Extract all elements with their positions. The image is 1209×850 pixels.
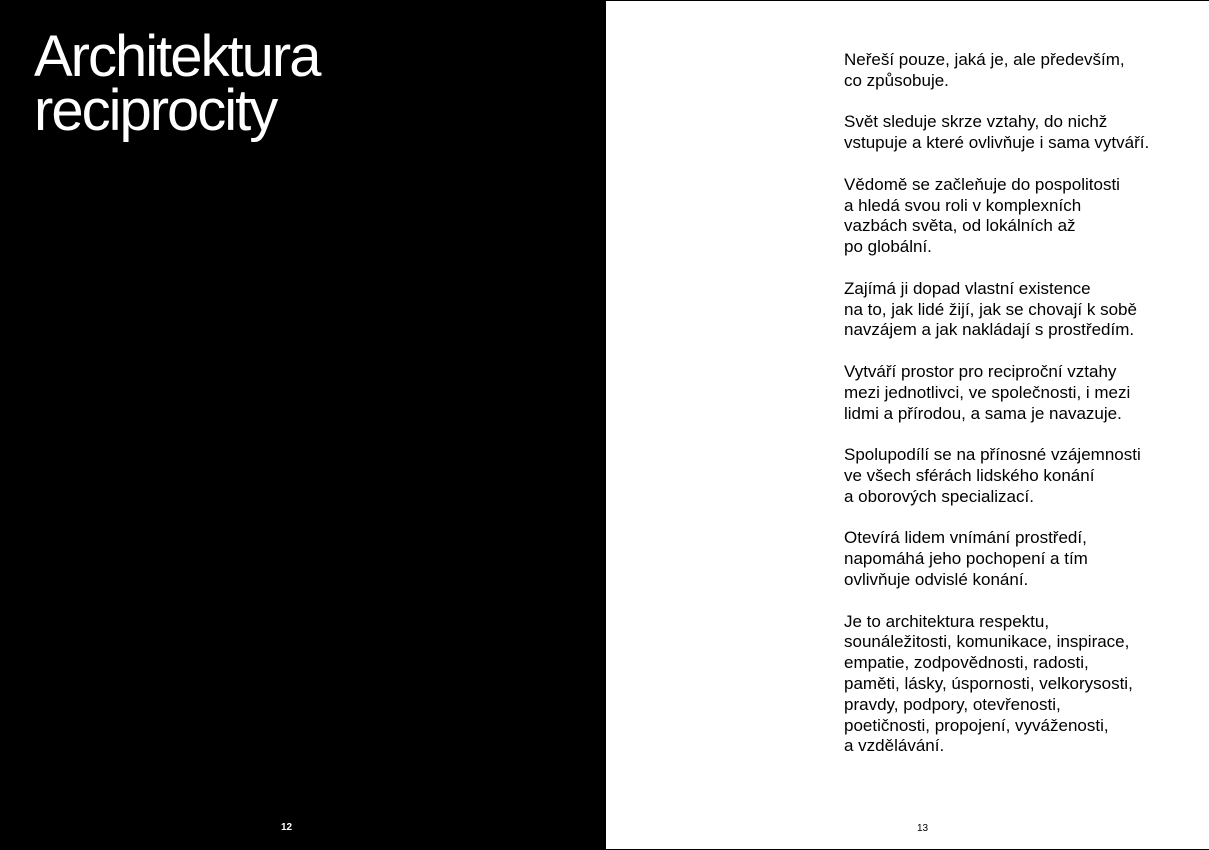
text-line: a hledá svou roli v komplexních	[844, 195, 1082, 215]
page-number-left: 12	[281, 822, 293, 833]
paragraph	[844, 50, 1194, 92]
text-line: Spolupodílí se na přínosné vzájemnosti	[844, 445, 1141, 465]
text-line: mezi jednotlivci, ve společnosti, i mezi	[844, 382, 1131, 402]
text-line: a oborových specializací.	[844, 486, 1034, 506]
text-line: empatie, zodpovědnosti, radosti,	[844, 653, 1089, 673]
text-line: na to, jak lidé žijí, jak se chovají k sobě	[844, 299, 1137, 319]
text-line: Zajímá ji dopad vlastní existence	[844, 278, 1091, 298]
text-line: Vědomě se začleňuje do pospolitosti	[844, 174, 1120, 194]
text-line: vazbách světa, od lokálních až	[844, 216, 1076, 236]
text-line: a vzdělávání.	[844, 736, 945, 756]
text-line: lidmi a přírodou, a sama je navazuje.	[844, 403, 1122, 423]
title-line: reciprocity	[34, 78, 277, 143]
right-page	[605, 0, 1209, 850]
paragraph	[844, 612, 1194, 758]
text-line: sounáležitosti, komunikace, inspirace,	[844, 632, 1130, 652]
text-line: Vytváří prostor pro reciproční vztahy	[844, 361, 1117, 381]
text-line: Je to architektura respektu,	[844, 611, 1050, 631]
text-line: Svět sleduje skrze vztahy, do nichž	[844, 112, 1108, 132]
text-line: Otevírá lidem vnímání prostředí,	[844, 528, 1087, 548]
text-line: po globální.	[844, 237, 932, 257]
text-line: napomáhá jeho pochopení a tím	[844, 549, 1088, 569]
paragraph	[844, 112, 1194, 154]
page-title	[34, 24, 320, 143]
text-line: navzájem a jak nakládají s prostředím.	[844, 320, 1135, 340]
text-line: pravdy, podpory, otevřenosti,	[844, 694, 1061, 714]
paragraph	[844, 175, 1194, 258]
text-line: poetičnosti, propojení, vyváženosti,	[844, 715, 1109, 735]
text-line: vstupuje a které ovlivňuje i sama vytváří.	[844, 133, 1150, 153]
paragraph	[844, 279, 1194, 341]
paragraph	[844, 362, 1194, 424]
title-line: Architektura	[34, 24, 320, 89]
body-text	[844, 50, 1194, 778]
text-line: co způsobuje.	[844, 70, 949, 90]
text-line: paměti, lásky, úspornosti, velkorysosti,	[844, 673, 1133, 693]
text-line: ovlivňuje odvislé konání.	[844, 569, 1029, 589]
paragraph	[844, 445, 1194, 507]
page-number-right: 13	[917, 823, 929, 834]
text-line: ve všech sférách lidského konání	[844, 465, 1095, 485]
paragraph	[844, 528, 1194, 590]
text-line: Neřeší pouze, jaká je, ale především,	[844, 50, 1125, 69]
